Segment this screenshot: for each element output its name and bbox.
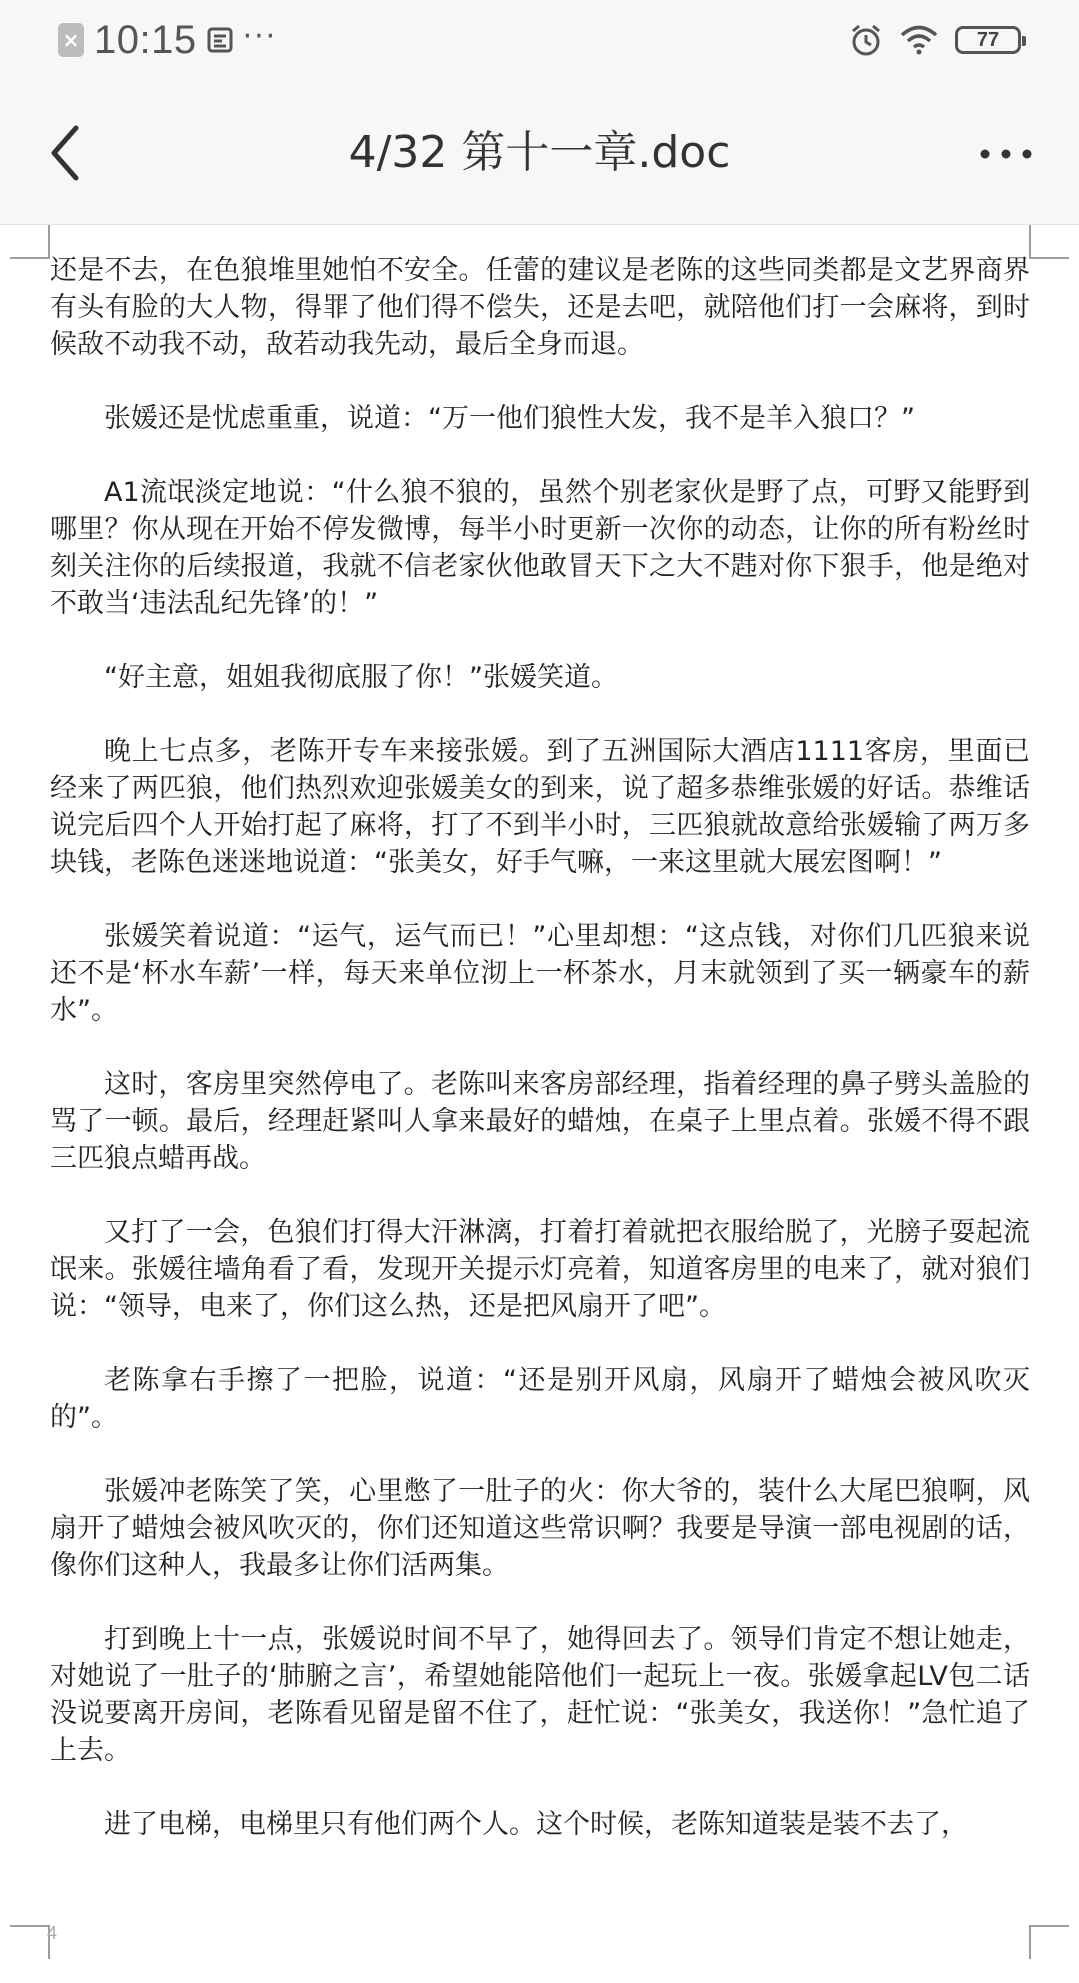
- wifi-icon: [899, 24, 939, 56]
- back-button[interactable]: [40, 118, 100, 188]
- paragraph: 晚上七点多，老陈开专车来接张媛。到了五洲国际大酒店1111客房，里面已经来了两匹狼，他们热烈欢迎张媛美女的到来，说了超多恭维张媛的好话。恭维话说完后四个人开始打起了麻将，打了不到半小时，三匹狼就故意给张媛输了两万多块钱，老陈色迷迷地说道：“张美女，好手气嘛，一来这里就大展宏图啊！”: [50, 736, 1030, 878]
- status-more-dots: ···: [242, 18, 278, 54]
- app-notification-icon: [207, 25, 233, 55]
- paragraph: 打到晚上十一点，张媛说时间不早了，她得回去了。领导们肯定不想让她走，对她说了一肚子的‘肺腑之言’，希望她能陪他们一起玩上一夜。张媛拿起LV包二话没说要离开房间，老陈看见留是留不住了，赶忙说：“张美女，我送你！”急忙追了上去。: [50, 1624, 1030, 1766]
- page-corner-mark: [1029, 1925, 1069, 1959]
- alarm-icon: [849, 23, 883, 57]
- battery-level: 77: [976, 28, 1000, 51]
- sim-off-icon: ×: [58, 23, 84, 57]
- page-corner-mark: [10, 1925, 50, 1959]
- paragraph: 老陈拿右手擦了一把脸，说道：“还是别开风扇，风扇开了蜡烛会被风吹灭的”。: [50, 1365, 1030, 1433]
- paragraph: “好主意，姐姐我彻底服了你！”张媛笑道。: [104, 662, 618, 693]
- paragraph: 张媛冲老陈笑了笑，心里憋了一肚子的火：你大爷的，装什么大尾巴狼啊，风扇开了蜡烛会被风吹灭的，你们还知道这些常识啊？我要是导演一部电视剧的话，像你们这种人，我最多让你们活两集。: [50, 1476, 1030, 1581]
- battery-icon: [955, 26, 1021, 54]
- status-left: [58, 18, 277, 62]
- document-page[interactable]: [0, 225, 1079, 1983]
- paragraph: 还是不去，在色狼堆里她怕不安全。任蕾的建议是老陈的这些同类都是文艺界商界有头有脸的大人物，得罪了他们得不偿失，还是去吧，就陪他们打一会麻将，到时候敌不动我不动，敌若动我先动，最后全身而退。: [50, 255, 1030, 360]
- more-horizontal-icon: [971, 134, 1041, 174]
- paragraph: 张媛还是忧虑重重，说道：“万一他们狼性大发，我不是羊入狼口？”: [104, 403, 915, 434]
- document-body: [50, 252, 1030, 1880]
- paragraph: A1流氓淡定地说：“什么狼不狼的，虽然个别老家伙是野了点，可野又能野到哪里？你从现在开始不停发微博，每半小时更新一次你的动态，让你的所有粉丝时刻关注你的后续报道，我就不信老家伙他敢冒天下之大不韪对你下狠手，他是绝对不敢当‘违法乱纪先锋’的！”: [50, 477, 1030, 619]
- paragraph: 进了电梯，电梯里只有他们两个人。这个时候，老陈知道装是装不去了，: [104, 1809, 968, 1840]
- paragraph: 这时，客房里突然停电了。老陈叫来客房部经理，指着经理的鼻子劈头盖脸的骂了一顿。最后，经理赶紧叫人拿来最好的蜡烛，在桌子上里点着。张媛不得不跟三匹狼点蜡再战。: [50, 1069, 1030, 1174]
- status-bar: [0, 0, 1079, 80]
- chevron-left-icon: [40, 118, 100, 188]
- paragraph: 又打了一会，色狼们打得大汗淋漓，打着打着就把衣服给脱了，光膀子耍起流氓来。张媛往墙角看了看，发现开关提示灯亮着，知道客房里的电来了，就对狼们说：“领导，电来了，你们这么热，还是把风扇开了吧”。: [50, 1217, 1030, 1322]
- page-corner-mark: [1029, 225, 1069, 259]
- status-right: [849, 18, 1021, 62]
- page-number: 4: [47, 1923, 58, 1943]
- page-corner-mark: [10, 225, 50, 259]
- more-options-button[interactable]: [971, 134, 1041, 174]
- document-title: 4/32 第十一章.doc: [348, 127, 731, 178]
- status-time: 10:15: [94, 17, 197, 62]
- document-header: [0, 80, 1079, 225]
- paragraph: 张媛笑着说道：“运气，运气而已！”心里却想：“这点钱，对你们几匹狼来说还不是‘杯水车薪’一样，每天来单位沏上一杯茶水，月末就领到了买一辆豪车的薪水”。: [50, 921, 1030, 1026]
